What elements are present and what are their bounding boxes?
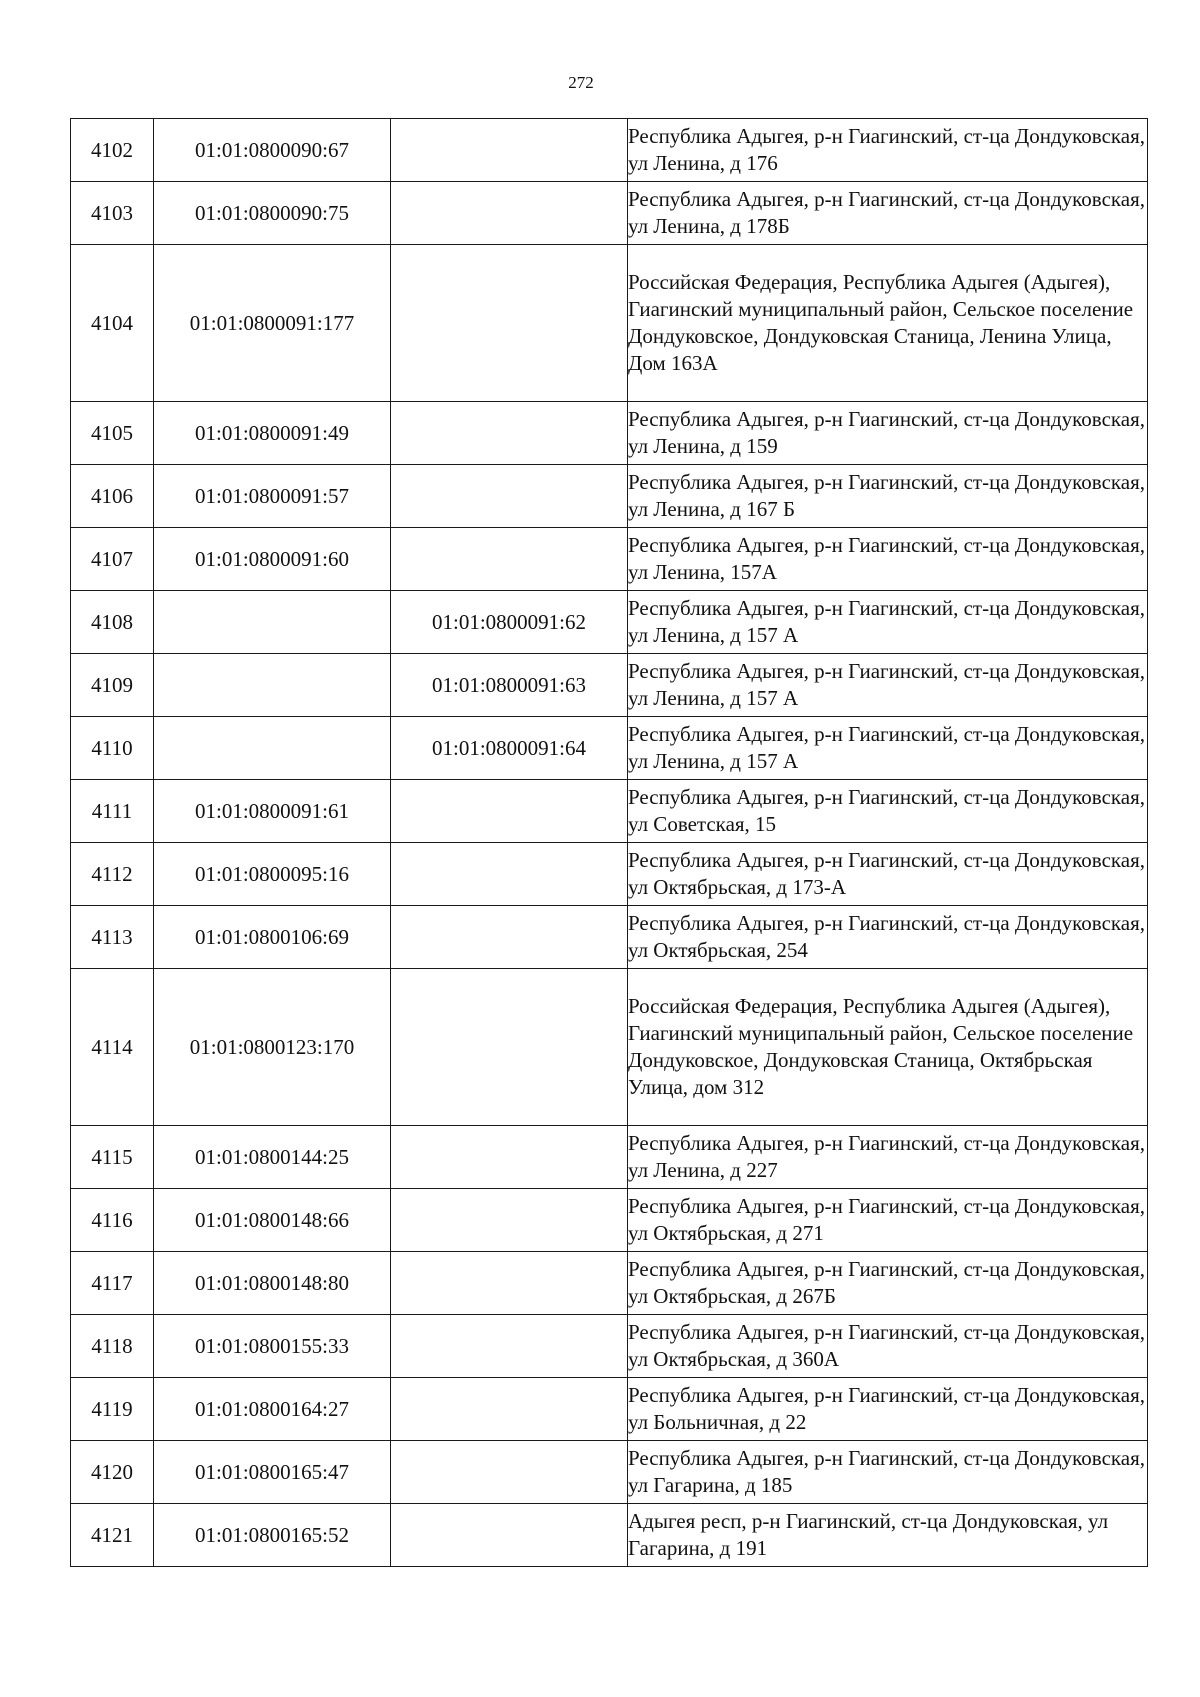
row-number: 4108 — [71, 591, 154, 654]
row-number: 4113 — [71, 906, 154, 969]
address: Республика Адыгея, р-н Гиагинский, ст-ца Дондуковская, ул Октябрьская, д 267Б — [628, 1252, 1148, 1315]
object-number: 01:01:0800091:63 — [391, 654, 628, 717]
cadastral-number: 01:01:0800091:60 — [154, 528, 391, 591]
table-row — [71, 1315, 1148, 1378]
address: Республика Адыгея, р-н Гиагинский, ст-ца Дондуковская, ул Ленина, 157А — [628, 528, 1148, 591]
table-row — [71, 245, 1148, 402]
object-number — [391, 1126, 628, 1189]
object-number — [391, 843, 628, 906]
table-row — [71, 1441, 1148, 1504]
row-number: 4120 — [71, 1441, 154, 1504]
row-number: 4102 — [71, 119, 154, 182]
row-number: 4119 — [71, 1378, 154, 1441]
cadastral-number: 01:01:0800123:170 — [154, 969, 391, 1126]
table-row — [71, 1126, 1148, 1189]
cadastral-number: 01:01:0800095:16 — [154, 843, 391, 906]
address: Республика Адыгея, р-н Гиагинский, ст-ца Дондуковская, ул Гагарина, д 185 — [628, 1441, 1148, 1504]
object-number — [391, 1441, 628, 1504]
row-number: 4106 — [71, 465, 154, 528]
cadastral-number — [154, 591, 391, 654]
page-number: 272 — [568, 73, 594, 92]
object-number — [391, 1315, 628, 1378]
address: Российская Федерация, Республика Адыгея (Адыгея), Гиагинский муниципальный район, Сельское поселение Дондуковское, Дондуковская Станица, Октябрьская Улица, дом 312 — [628, 969, 1148, 1126]
table-row — [71, 528, 1148, 591]
table-row — [71, 654, 1148, 717]
row-number: 4109 — [71, 654, 154, 717]
object-number — [391, 465, 628, 528]
row-number: 4105 — [71, 402, 154, 465]
table-row — [71, 780, 1148, 843]
object-number — [391, 906, 628, 969]
table-row — [71, 182, 1148, 245]
table-row — [71, 1378, 1148, 1441]
object-number — [391, 1189, 628, 1252]
object-number — [391, 1378, 628, 1441]
row-number: 4121 — [71, 1504, 154, 1567]
cadastral-number: 01:01:0800155:33 — [154, 1315, 391, 1378]
address: Республика Адыгея, р-н Гиагинский, ст-ца Дондуковская, ул Больничная, д 22 — [628, 1378, 1148, 1441]
cadastral-number: 01:01:0800165:52 — [154, 1504, 391, 1567]
table-row — [71, 717, 1148, 780]
cadastral-number: 01:01:0800164:27 — [154, 1378, 391, 1441]
cadastral-number: 01:01:0800144:25 — [154, 1126, 391, 1189]
table-row — [71, 402, 1148, 465]
object-number — [391, 402, 628, 465]
row-number: 4111 — [71, 780, 154, 843]
address: Республика Адыгея, р-н Гиагинский, ст-ца Дондуковская, ул Октябрьская, д 360А — [628, 1315, 1148, 1378]
table-row — [71, 465, 1148, 528]
address: Республика Адыгея, р-н Гиагинский, ст-ца Дондуковская, ул Ленина, д 157 А — [628, 654, 1148, 717]
address: Республика Адыгея, р-н Гиагинский, ст-ца Дондуковская, ул Октябрьская, д 271 — [628, 1189, 1148, 1252]
object-number: 01:01:0800091:62 — [391, 591, 628, 654]
address: Республика Адыгея, р-н Гиагинский, ст-ца Дондуковская, ул Ленина, д 167 Б — [628, 465, 1148, 528]
object-number — [391, 969, 628, 1126]
object-number — [391, 182, 628, 245]
row-number: 4117 — [71, 1252, 154, 1315]
cadastral-number: 01:01:0800091:49 — [154, 402, 391, 465]
row-number: 4112 — [71, 843, 154, 906]
address: Республика Адыгея, р-н Гиагинский, ст-ца Дондуковская, ул Октябрьская, 254 — [628, 906, 1148, 969]
object-number — [391, 119, 628, 182]
cadastral-number: 01:01:0800091:57 — [154, 465, 391, 528]
row-number: 4116 — [71, 1189, 154, 1252]
object-number — [391, 1504, 628, 1567]
address: Республика Адыгея, р-н Гиагинский, ст-ца Дондуковская, ул Ленина, д 176 — [628, 119, 1148, 182]
address: Республика Адыгея, р-н Гиагинский, ст-ца Дондуковская, ул Ленина, д 178Б — [628, 182, 1148, 245]
object-number: 01:01:0800091:64 — [391, 717, 628, 780]
address: Республика Адыгея, р-н Гиагинский, ст-ца Дондуковская, ул Ленина, д 157 А — [628, 717, 1148, 780]
table-row — [71, 969, 1148, 1126]
table-row — [71, 906, 1148, 969]
cadastral-number — [154, 717, 391, 780]
cadastral-number: 01:01:0800165:47 — [154, 1441, 391, 1504]
address: Республика Адыгея, р-н Гиагинский, ст-ца Дондуковская, ул Ленина, д 227 — [628, 1126, 1148, 1189]
table-row — [71, 591, 1148, 654]
object-number — [391, 528, 628, 591]
row-number: 4103 — [71, 182, 154, 245]
object-number — [391, 1252, 628, 1315]
table-row — [71, 1252, 1148, 1315]
cadastral-number: 01:01:0800148:66 — [154, 1189, 391, 1252]
cadastral-number: 01:01:0800091:177 — [154, 245, 391, 402]
table-row — [71, 843, 1148, 906]
row-number: 4114 — [71, 969, 154, 1126]
table-row — [71, 119, 1148, 182]
object-number — [391, 245, 628, 402]
address: Республика Адыгея, р-н Гиагинский, ст-ца Дондуковская, ул Ленина, д 159 — [628, 402, 1148, 465]
row-number: 4110 — [71, 717, 154, 780]
address: Республика Адыгея, р-н Гиагинский, ст-ца Дондуковская, ул Ленина, д 157 А — [628, 591, 1148, 654]
address: Адыгея респ, р-н Гиагинский, ст-ца Дондуковская, ул Гагарина, д 191 — [628, 1504, 1148, 1567]
address: Республика Адыгея, р-н Гиагинский, ст-ца Дондуковская, ул Советская, 15 — [628, 780, 1148, 843]
address: Российская Федерация, Республика Адыгея (Адыгея), Гиагинский муниципальный район, Сельское поселение Дондуковское, Дондуковская Станица, Ленина Улица, Дом 163А — [628, 245, 1148, 402]
cadastral-number: 01:01:0800148:80 — [154, 1252, 391, 1315]
cadastral-number: 01:01:0800091:61 — [154, 780, 391, 843]
row-number: 4118 — [71, 1315, 154, 1378]
cadastral-number — [154, 654, 391, 717]
row-number: 4115 — [71, 1126, 154, 1189]
row-number: 4104 — [71, 245, 154, 402]
cadastral-number: 01:01:0800090:67 — [154, 119, 391, 182]
cadastral-number: 01:01:0800090:75 — [154, 182, 391, 245]
address: Республика Адыгея, р-н Гиагинский, ст-ца Дондуковская, ул Октябрьская, д 173-А — [628, 843, 1148, 906]
object-number — [391, 780, 628, 843]
table-row — [71, 1504, 1148, 1567]
table-row — [71, 1189, 1148, 1252]
cadastral-number: 01:01:0800106:69 — [154, 906, 391, 969]
registry-table — [70, 118, 1148, 1567]
row-number: 4107 — [71, 528, 154, 591]
